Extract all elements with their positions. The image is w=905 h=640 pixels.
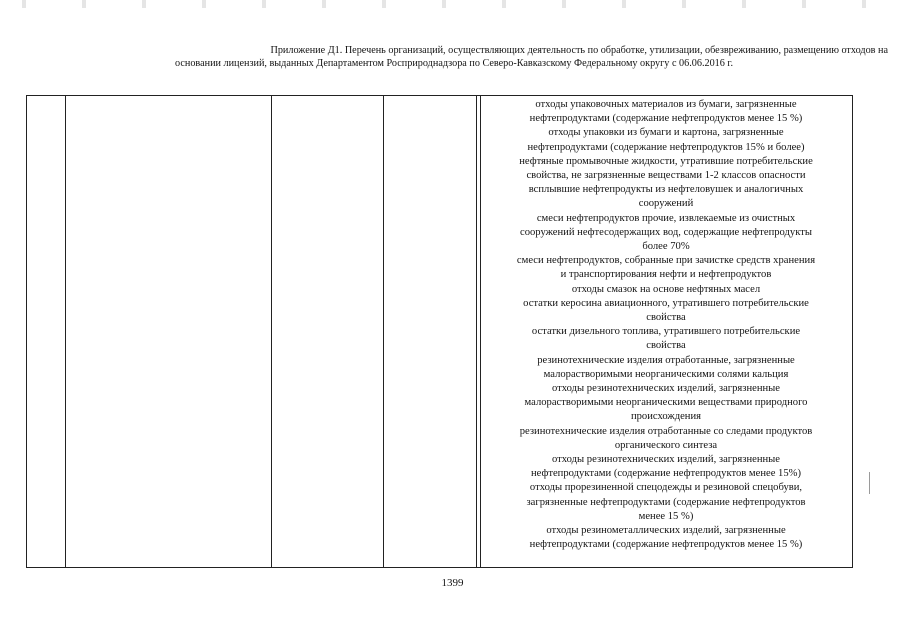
- waste-line: отходы упаковки из бумаги и картона, загрязненные: [548, 127, 784, 139]
- waste-line: органического синтеза: [614, 439, 718, 451]
- waste-line: нефтяные промывочные жидкости, утратившие потребительские: [519, 155, 813, 167]
- waste-line: остатки дизельного топлива, утратившего потребительские: [531, 326, 801, 338]
- waste-line: свойства: [646, 312, 686, 324]
- waste-line: малорастворимыми неорганическими веществами природного: [524, 397, 808, 409]
- scan-margin-mark: [869, 472, 874, 494]
- waste-line: нефтепродуктами (содержание нефтепродуктов менее 15 %): [529, 539, 803, 551]
- waste-line: отходы прорезиненной спецодежды и резиновой спецобуви,: [529, 482, 803, 494]
- waste-line: отходы резинотехнических изделий, загрязненные: [551, 383, 780, 395]
- waste-line: смеси нефтепродуктов, собранные при зачистке средств хранения: [516, 255, 816, 267]
- waste-line: всплывшие нефтепродукты из нефтеловушек и аналогичных: [528, 184, 804, 196]
- header-line-2: основании лицензий, выданных Департаментом Росприроднадзора по Северо-Кавказскому Федеральному округу с 06.06.2016 г.: [175, 58, 733, 69]
- waste-line: свойства, не загрязненные веществами 1-2 классов опасности: [526, 170, 806, 182]
- header-line-1: Приложение Д1. Перечень организаций, осуществляющих деятельность по обработке, утилизации, обезвреживанию, размещению отходов на: [270, 45, 888, 56]
- waste-line: резинотехнические изделия отработанные со следами продуктов: [519, 425, 813, 437]
- waste-line: отходы резинометаллических изделий, загрязненные: [546, 525, 786, 537]
- waste-line: отходы резинотехнических изделий, загрязненные: [551, 454, 780, 466]
- waste-line: малорастворимыми неорганическими солями кальция: [543, 368, 789, 380]
- waste-line: происхождения: [630, 411, 702, 423]
- waste-line: резинотехнические изделия отработанные, загрязненные: [537, 354, 795, 366]
- waste-line: нефтепродуктами (содержание нефтепродуктов менее 15 %): [529, 113, 803, 125]
- column-divider: [271, 96, 272, 567]
- column-divider: [383, 96, 384, 567]
- waste-line: отходы упаковочных материалов из бумаги, загрязненные: [535, 99, 797, 110]
- column-divider: [476, 96, 477, 567]
- waste-line: нефтепродуктами (содержание нефтепродуктов менее 15%): [530, 468, 801, 480]
- page-number: 1399: [441, 577, 464, 589]
- waste-line: остатки керосина авиационного, утратившего потребительские: [523, 297, 809, 309]
- column-divider: [65, 96, 66, 567]
- waste-line: сооружений: [638, 198, 694, 210]
- waste-line: и транспортирования нефти и нефтепродуктов: [560, 269, 772, 281]
- waste-line: более 70%: [642, 241, 690, 253]
- waste-types-cell: [480, 98, 852, 553]
- waste-line: отходы смазок на основе нефтяных масел: [571, 283, 761, 295]
- document-header: [20, 44, 888, 70]
- scan-artifact-top: [0, 0, 905, 8]
- waste-line: менее 15 %): [638, 510, 694, 522]
- waste-line: загрязненные нефтепродуктами (содержание нефтепродуктов: [526, 496, 806, 508]
- organizations-table: [26, 95, 853, 568]
- waste-line: нефтепродуктами (содержание нефтепродуктов 15% и более): [527, 141, 805, 153]
- waste-line: смеси нефтепродуктов прочие, извлекаемые из очистных: [536, 212, 796, 224]
- waste-line: свойства: [646, 340, 686, 352]
- waste-line: сооружений нефтесодержащих вод, содержащие нефтепродукты: [520, 226, 812, 238]
